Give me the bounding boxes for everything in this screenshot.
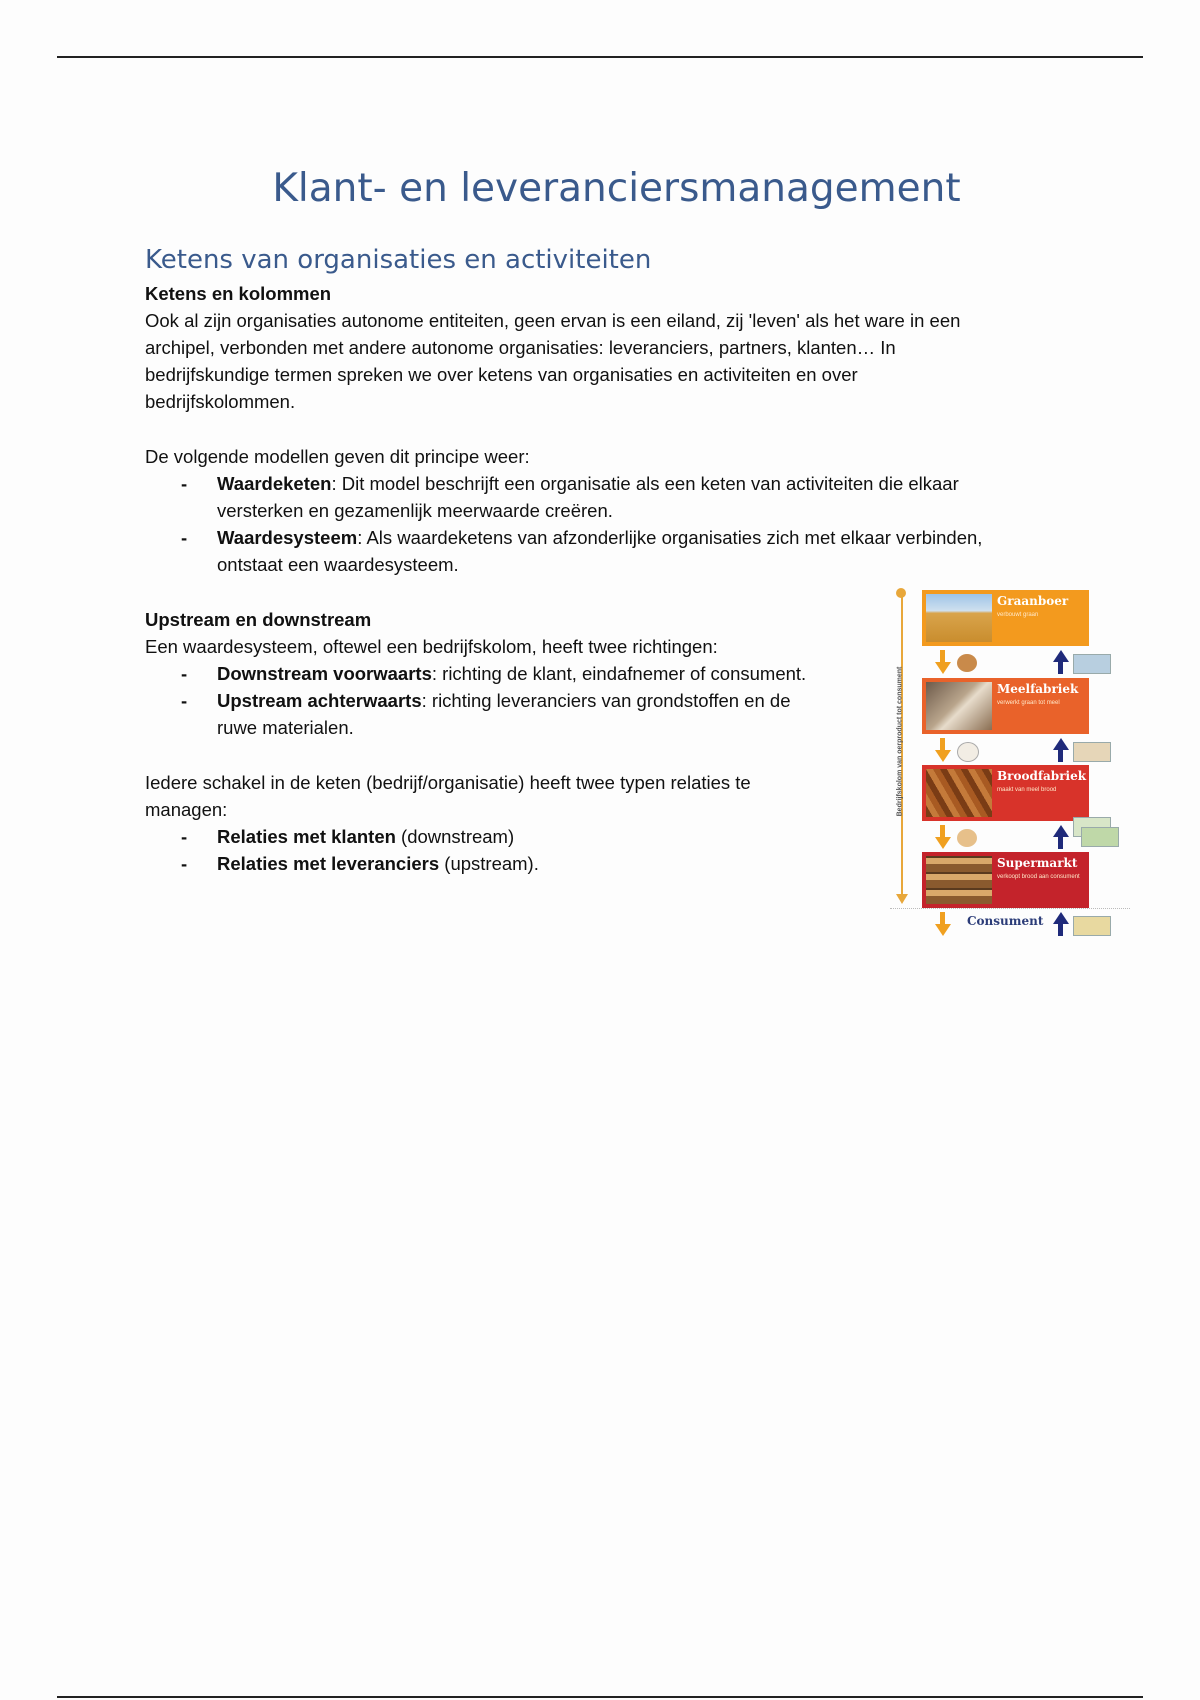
money-arrow-up-icon bbox=[1053, 650, 1067, 674]
bullet-dash: - bbox=[181, 853, 188, 874]
stage-name: Meelfabriek bbox=[997, 682, 1079, 696]
banknote-icon bbox=[1073, 742, 1111, 762]
flour-icon bbox=[957, 742, 979, 762]
banknote-icon bbox=[1081, 827, 1119, 847]
bullet-term: Downstream voorwaarts bbox=[217, 663, 432, 684]
divider bbox=[890, 908, 1130, 910]
subheading-upstream: Upstream en downstream bbox=[145, 609, 372, 630]
paragraph-line: bedrijfskolommen. bbox=[145, 391, 296, 412]
stage-name: Broodfabriek bbox=[997, 769, 1087, 783]
stage-supermarkt bbox=[922, 852, 1089, 908]
stage-name: Graanboer bbox=[997, 594, 1069, 608]
models-intro: De volgende modellen geven dit principe weer: bbox=[145, 446, 530, 467]
upstream-intro: Een waardesysteem, oftewel een bedrijfskolom, heeft twee richtingen: bbox=[145, 636, 718, 657]
bullet-text: versterken en gezamenlijk meerwaarde creëren. bbox=[217, 500, 613, 521]
bullet-dash: - bbox=[181, 690, 188, 711]
banknote-icon bbox=[1073, 916, 1111, 936]
goods-arrow-down-icon bbox=[935, 650, 949, 674]
relations-line: managen: bbox=[145, 799, 228, 820]
footer-rule bbox=[57, 1696, 1143, 1698]
grain-icon bbox=[957, 654, 977, 672]
subheading-ketens: Ketens en kolommen bbox=[145, 283, 332, 304]
bullet-term: Relaties met leveranciers bbox=[217, 853, 440, 874]
bullet-text: ontstaat een waardesysteem. bbox=[217, 554, 459, 575]
money-arrow-up-icon bbox=[1053, 738, 1067, 762]
paragraph-line: Ook al zijn organisaties autonome entiteiten, geen ervan is een eiland, zij 'leven' als het ware in een bbox=[145, 310, 961, 331]
bullet-text: : richting de klant, eindafnemer of consument. bbox=[431, 663, 807, 684]
bullet-term: Waardeketen bbox=[217, 473, 332, 494]
bullet-text: : Dit model beschrijft een organisatie als een keten van activiteiten die elkaar bbox=[331, 473, 959, 494]
paragraph-line: archipel, verbonden met andere autonome organisaties: leveranciers, partners, klanten… In bbox=[145, 337, 896, 358]
stage-meelfabriek bbox=[922, 678, 1089, 734]
stage-broodfabriek bbox=[922, 765, 1089, 821]
goods-arrow-down-icon bbox=[935, 738, 949, 762]
bullet-dash: - bbox=[181, 527, 188, 548]
bullet-text: : richting leveranciers van grondstoffen en de bbox=[421, 690, 791, 711]
bread-icon bbox=[957, 829, 977, 847]
bullet-dash: - bbox=[181, 826, 188, 847]
bullet-text: : Als waardeketens van afzonderlijke organisaties zich met elkaar verbinden, bbox=[357, 527, 983, 548]
goods-arrow-down-icon bbox=[935, 912, 949, 936]
banknote-icon bbox=[1073, 654, 1111, 674]
page-title: Klant- en leveranciersmanagement bbox=[272, 166, 961, 211]
goods-arrow-down-icon bbox=[935, 825, 949, 849]
section-title: Ketens van organisaties en activiteiten bbox=[145, 245, 652, 275]
shelves-image bbox=[926, 856, 992, 904]
bullet-term: Relaties met klanten bbox=[217, 826, 396, 847]
bullet-dash: - bbox=[181, 473, 188, 494]
stage-description: maakt van meel brood bbox=[997, 787, 1057, 793]
value-chain-diagram bbox=[885, 588, 1135, 938]
bread-image bbox=[926, 769, 992, 817]
bullet-term: Waardesysteem bbox=[217, 527, 358, 548]
wheat-field-image bbox=[926, 594, 992, 642]
consumer-label: Consument bbox=[967, 914, 1044, 928]
money-arrow-up-icon bbox=[1053, 825, 1067, 849]
stage-description: verbouwt graan bbox=[997, 612, 1039, 618]
bullet-text: (upstream). bbox=[439, 853, 539, 874]
mill-image bbox=[926, 682, 992, 730]
bullet-dash: - bbox=[181, 663, 188, 684]
stage-description: verwerkt graan tot meel bbox=[997, 700, 1060, 706]
axis-label: Bedrijfskolom van oerproduct tot consument bbox=[896, 666, 904, 817]
money-arrow-up-icon bbox=[1053, 912, 1067, 936]
stage-description: verkoopt brood aan consument bbox=[997, 874, 1080, 880]
bullet-text: (downstream) bbox=[395, 826, 515, 847]
paragraph-line: bedrijfskundige termen spreken we over ketens van organisaties en activiteiten en over bbox=[145, 364, 858, 385]
relations-line: Iedere schakel in de keten (bedrijf/organisatie) heeft twee typen relaties te bbox=[145, 772, 751, 793]
stage-graanboer bbox=[922, 590, 1089, 646]
bullet-term: Upstream achterwaarts bbox=[217, 690, 422, 711]
bullet-text: ruwe materialen. bbox=[217, 717, 354, 738]
header-rule bbox=[57, 56, 1143, 58]
stage-name: Supermarkt bbox=[997, 856, 1078, 870]
